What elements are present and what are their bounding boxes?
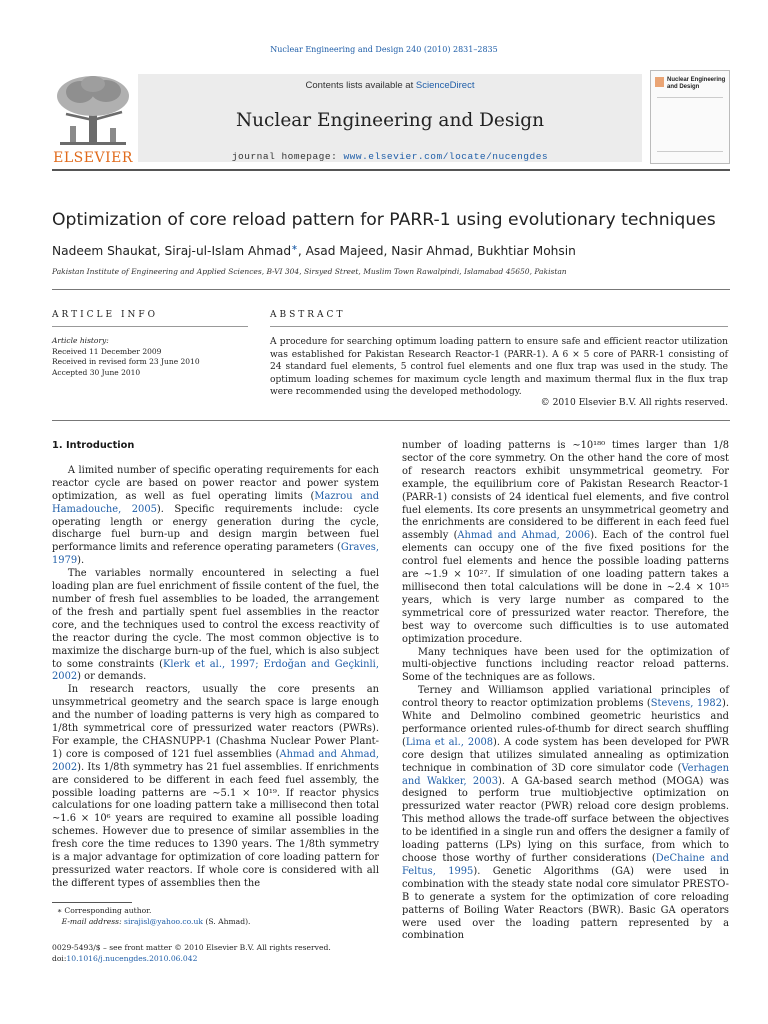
paragraph (402, 647, 729, 686)
elsevier-logo (52, 74, 134, 166)
elsevier-tree-icon (52, 74, 134, 148)
cover-divider (657, 151, 723, 152)
journal-homepage (138, 151, 642, 162)
cover-divider (657, 97, 723, 98)
citation-link[interactable]: Ahmad and Ahmad, 2002 (52, 748, 379, 773)
doi-label: doi: (52, 954, 67, 963)
citation-link[interactable]: Graves, 1979 (52, 542, 379, 567)
doi-link[interactable]: 10.1016/j.nucengdes.2010.06.042 (66, 954, 198, 963)
publisher-wordmark: ELSEVIER (53, 150, 133, 166)
paragraph-text: Terney and Williamson applied variational principles of control theory to reactor optimization problems ( (402, 685, 729, 710)
cover-title: Nuclear Engineering and Design (667, 77, 726, 90)
homepage-link[interactable]: www.elsevier.com/locate/nucengdes (343, 151, 549, 162)
received-date: Received 11 December 2009 (52, 346, 162, 356)
footnote-text: Corresponding author. (64, 906, 152, 915)
corresponding-author-mark[interactable]: ∗ (291, 243, 298, 252)
article-history (52, 336, 252, 378)
abstract-text: A procedure for searching optimum loading pattern to ensure safe and efficient reactor utilization was established for Pakistan Research Reactor-1 (PARR-1). A 6 × 5 core of PARR-1 consisting of 24 standard fuel elements, 5 control fuel elements and one flux trap was used in the study. The optimum loading schemes for maximum cycle length and maximum thermal flux in the flux trap were recommended using the developed methodology. (270, 337, 728, 398)
abstract-heading: ABSTRACT (270, 310, 346, 320)
paragraph-text: ). Its 1/8th symmetry has 21 fuel assemblies. If enrichments are considered to be different in each feed fuel assembly, the possible loading patterns are ∼5.1 × 10¹⁹. If reactor physics calculations for one loading pattern take a millisecond then total ∼1.6 × 10⁶ years are required to examine all possible loading schemes. However due to presence of similar assemblies in the fresh core the time reduces to 1390 years. The 1/8th symmetry is a major advantage for optimization of core loading pattern for pressurized water reactors. If whole core is considered with all the different types of assemblies then the (52, 761, 379, 889)
paragraph (52, 684, 379, 891)
email-note (52, 916, 382, 927)
title-rule (52, 289, 730, 290)
footnote-rule (52, 902, 132, 903)
paragraph-text: In research reactors, usually the core presents an unsymmetrical geometry and the search space is large enough and the number of loading patterns is very high as compared to 1/8th symmetrical core of pressurized water reactors (PWRs). For example, the CHASNUPP-1 (Chashma Nuclear Power Plant-1) core is composed of 121 fuel assemblies ( (52, 684, 379, 760)
paragraph (402, 685, 729, 943)
citation-link[interactable]: Ahmad and Ahmad, 2006 (457, 530, 591, 542)
email-link[interactable]: sirajisl@yahoo.co.uk (124, 917, 203, 926)
doi-line (52, 953, 392, 964)
contents-prefix: Contents lists available at (305, 80, 416, 91)
authors-part-2: , Asad Majeed, Nasir Ahmad, Bukhtiar Mohsin (297, 244, 576, 259)
paragraph-text: ). Genetic Algorithms (GA) were used in combination with the steady state nodal core simulator PRESTO-B to generate a system for the optimization of core reloading patterns of Boiling Water Reactors (BWR). Basic GA operators were used over the loading pattern represented by a combination (402, 865, 729, 942)
paragraph (52, 465, 379, 568)
paragraph-text: ) or demands. (77, 671, 147, 683)
paragraph-text: ). (77, 555, 85, 567)
journal-citation[interactable]: Nuclear Engineering and Design 240 (2010) 2831–2835 (270, 45, 498, 54)
paragraph-text: ). Specific requirements include: cycle operating length or energy generation during the cycle, discharge fuel burn-up and design margin between fuel performance limits and reference operating parameters ( (52, 503, 379, 554)
paragraph-text: ). Each of the control fuel elements can occupy one of the five fixed positions for the control fuel elements and hence the possible loading patterns are ∼1.9 × 10²⁷. If simulation of one loading pattern takes a millisecond then total calculations will be done in ∼2.4 × 10¹⁵ years, which is very large number as compared to the symmetrical core of pressurized water reactor. Therefore, the best way to overcome such difficulties is to use automated optimization procedure. (402, 530, 729, 645)
citation-link[interactable]: Lima et al., 2008 (405, 736, 494, 748)
corresponding-author-note (52, 905, 382, 916)
citation-link[interactable]: Verhagen and Wakker, 2003 (402, 762, 729, 787)
paragraph-text: The variables normally encountered in selecting a fuel loading plan are fuel enrichment of fissile content of the fuel, the number of fresh fuel assemblies to be loaded, the arrangement of the fresh and partially spent fuel assemblies in the reactor core, and the techniques used to control the excess reactivity of the reactor during the cycle. The most common objective is to maximize the discharge burn-up of the fuel, which is also subject to some constraints ( (52, 568, 379, 670)
homepage-prefix: journal homepage: (231, 151, 344, 162)
journal-masthead (138, 74, 642, 162)
abstract-copyright: © 2010 Elsevier B.V. All rights reserved. (540, 398, 728, 408)
journal-header (52, 70, 730, 166)
journal-title: Nuclear Engineering and Design (235, 110, 545, 131)
history-label: Article history: (52, 336, 109, 345)
front-matter (52, 942, 392, 964)
right-column (402, 440, 729, 943)
paragraph-text: Many techniques have been used for the optimization of multi-objective functions including reactor reload patterns. Some of the techniques are as follows. (402, 646, 729, 684)
abstract-bottom-rule (52, 420, 730, 421)
sciencedirect-link[interactable]: ScienceDirect (415, 80, 475, 91)
footnote-mark: ∗ (56, 906, 62, 915)
citation-link[interactable]: Stevens, 1982 (650, 698, 722, 710)
section-heading-introduction: 1. Introduction (52, 440, 135, 451)
cover-logo-icon (655, 77, 664, 87)
abstract-rule (270, 326, 728, 327)
paragraph (52, 568, 379, 684)
paragraph-text: ). White and Delmolino combined geometric heuristics and performance oriented rules-of-thumb for direct search shuffling ( (402, 698, 729, 748)
paragraph-text: A limited number of specific operating requirements for each reactor cycle are based on power reactor and power system optimization, as well as fuel operating limits ( (52, 464, 379, 502)
citation-link[interactable]: DeChaine and Feltus, 1995 (402, 853, 730, 877)
paragraph-text: number of loading patterns is ∼10¹⁸⁰ times larger than 1/8 sector of the core symmetry. On the other hand the core of most of research reactors exhibit unsymmetrical geometry. For example, the equilibrium core of Pakistan Research Reactor-1 (PARR-1) consists of 24 identical fuel elements, and five control fuel elements. Its core presents an unsymmetrical geometry and the enrichments are considered to be different in each feed fuel assembly ( (402, 440, 729, 542)
paragraph-text: ). A GA-based search method (MOGA) was designed to perform true multiobjective optimization on pressurized water reactor (PWR) reload core design problems. This method allows the trade-off surface between the objectives to be identified in a single run and offers the designer a family of loading patterns (LPs) lying on this surface, from which to choose those worthy of further considerations ( (402, 775, 729, 864)
paragraph-text: ). A code system has been developed for PWR core design that utilizes simulated annealing as optimization technique in combination of 3D core simulator code ( (402, 736, 729, 774)
contents-line (138, 80, 642, 91)
email-suffix: (S. Ahmad). (202, 917, 251, 926)
footnotes (52, 905, 382, 927)
citation-link[interactable]: Mazrou and Hamadouche, 2005 (52, 490, 380, 515)
affiliation: Pakistan Institute of Engineering and Applied Sciences, B-VI 304, Sirsyed Street, Muslim Town Rawalpindi, Islamabad 45650, Pakistan (52, 267, 567, 276)
journal-cover-thumbnail (650, 70, 730, 164)
article-info-heading: ARTICLE INFO (52, 310, 159, 320)
email-label: E-mail address: (61, 917, 125, 926)
issn-line: 0029-5493/$ – see front matter © 2010 Elsevier B.V. All rights reserved. (52, 943, 331, 952)
author-list (52, 243, 742, 258)
left-column (52, 440, 379, 891)
header-rule (52, 169, 730, 171)
citation-link[interactable]: Klerk et al., 1997; Erdoğan and Geçkinli, 2002 (52, 658, 379, 683)
article-title: Optimization of core reload pattern for PARR-1 using evolutionary techniques (52, 210, 716, 230)
paragraph (402, 440, 729, 647)
article-info-rule (52, 326, 248, 327)
revised-date: Received in revised form 23 June 2010 (52, 357, 200, 366)
accepted-date: Accepted 30 June 2010 (52, 367, 141, 377)
authors-part-1: Nadeem Shaukat, Siraj-ul-Islam Ahmad (52, 244, 292, 259)
